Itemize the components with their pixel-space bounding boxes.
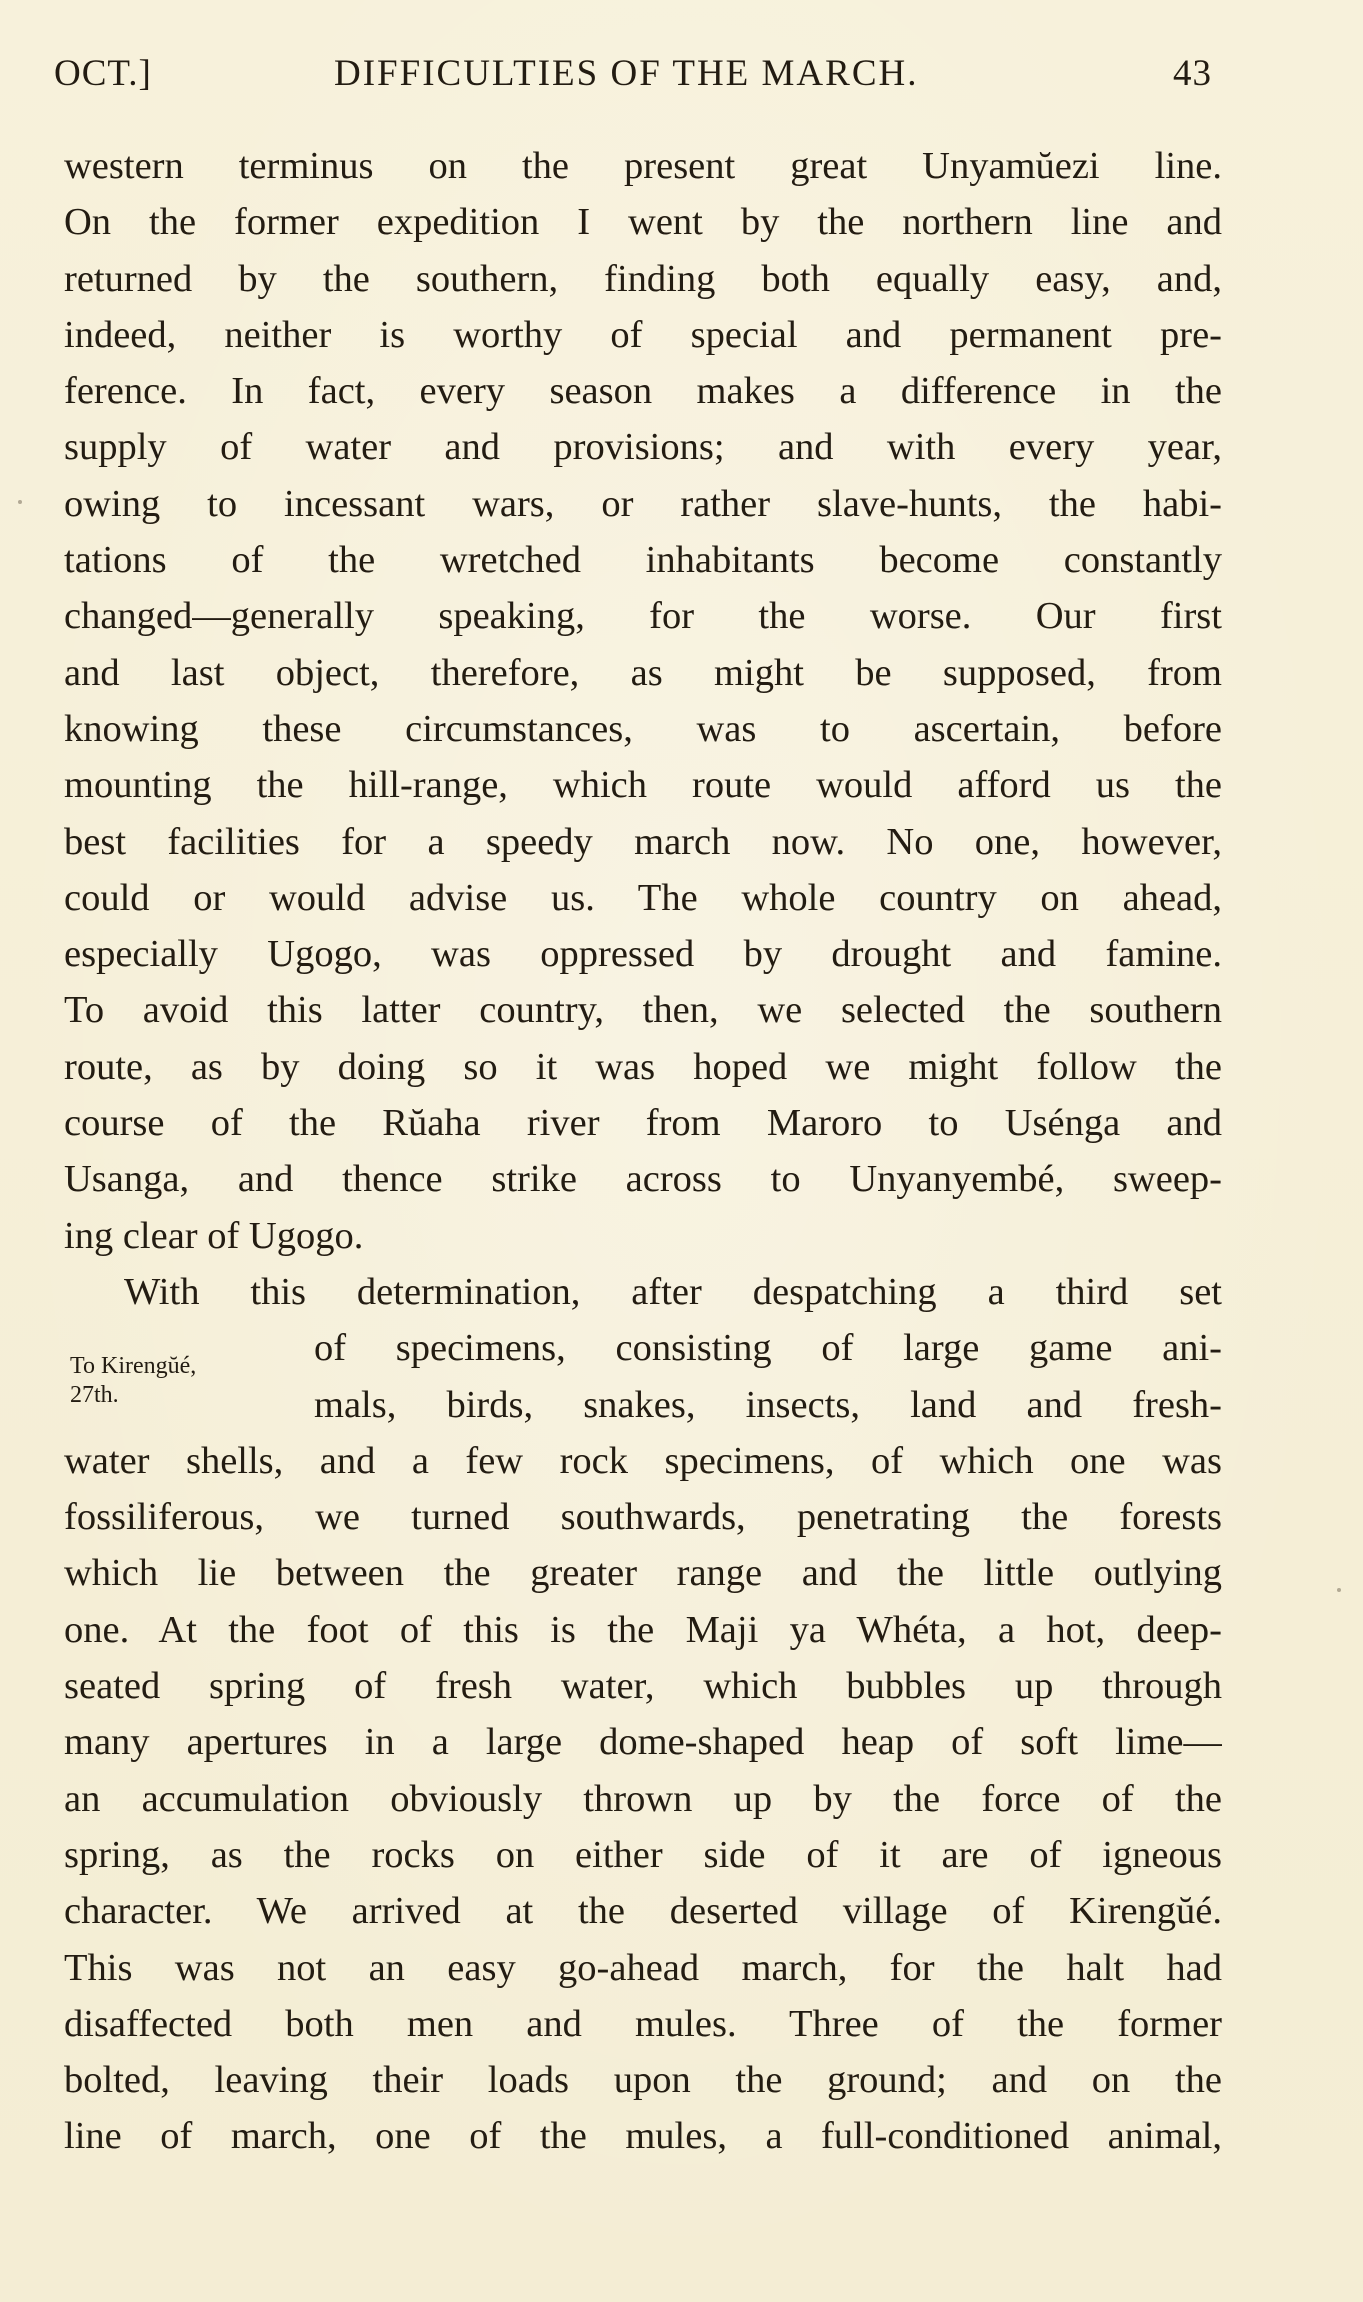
text-line: line of march, one of the mules, a full-conditioned animal,: [64, 2115, 1222, 2158]
text-line: With this determination, after despatching a third set: [124, 1270, 1222, 1313]
text-line: owing to incessant wars, or rather slave-hunts, the habi-: [64, 482, 1222, 525]
text-line: course of the Rŭaha river from Maroro to Usénga and: [64, 1102, 1222, 1145]
text-line: disaffected both men and mules. Three of the former: [64, 2002, 1222, 2045]
text-line: an accumulation obviously thrown up by the force of the: [64, 1777, 1222, 1820]
text-line: best facilities for a speedy march now. No one, however,: [64, 820, 1222, 863]
text-line: seated spring of fresh water, which bubbles up through: [64, 1665, 1222, 1708]
text-line: ing clear of Ugogo.: [64, 1214, 364, 1257]
text-line: route, as by doing so it was hoped we might follow the: [64, 1045, 1222, 1088]
text-line: returned by the southern, finding both equally easy, and,: [64, 257, 1222, 300]
marginal-note-place: To Kirengŭé,: [70, 1353, 197, 1379]
text-line: knowing these circumstances, was to ascertain, before: [64, 707, 1222, 750]
text-line: spring, as the rocks on either side of it are of igneous: [64, 1833, 1222, 1876]
text-line: To avoid this latter country, then, we selected the southern: [64, 989, 1222, 1032]
text-line: ference. In fact, every season makes a difference in the: [64, 370, 1222, 413]
page-body-text: [64, 138, 1222, 2165]
text-line: western terminus on the present great Unyamŭezi line.: [64, 145, 1222, 187]
text-line: many apertures in a large dome-shaped heap of soft lime—: [64, 1721, 1222, 1764]
text-line: indeed, neither is worthy of special and permanent pre-: [64, 313, 1222, 356]
running-header-month: OCT.]: [54, 53, 152, 94]
text-line: supply of water and provisions; and with every year,: [64, 426, 1222, 469]
text-line: Usanga, and thence strike across to Unyanyembé, sweep-: [64, 1158, 1222, 1201]
paper-speck: [18, 500, 22, 504]
text-line: changed—generally speaking, for the worse. Our first: [64, 595, 1222, 638]
text-line: character. We arrived at the deserted village of Kirengŭé.: [64, 1890, 1222, 1933]
text-line: and last object, therefore, as might be supposed, from: [64, 651, 1222, 694]
marginal-note-date: 27th.: [70, 1382, 119, 1408]
page-number: 43: [1173, 53, 1212, 94]
text-line: which lie between the greater range and the little outlying: [64, 1552, 1222, 1595]
running-header: [54, 52, 1212, 102]
text-line: fossiliferous, we turned southwards, penetrating the forests: [64, 1496, 1222, 1539]
running-header-title: DIFFICULTIES OF THE MARCH.: [334, 53, 919, 94]
text-line: could or would advise us. The whole country on ahead,: [64, 876, 1222, 919]
text-line: mounting the hill-range, which route would afford us the: [64, 764, 1222, 807]
text-line: tations of the wretched inhabitants become constantly: [64, 539, 1222, 582]
text-line: especially Ugogo, was oppressed by drought and famine.: [64, 933, 1222, 976]
text-line: This was not an easy go-ahead march, for the halt had: [64, 1946, 1222, 1989]
text-line: one. At the foot of this is the Maji ya Whéta, a hot, deep-: [64, 1608, 1222, 1651]
paper-speck: [1337, 1588, 1341, 1592]
text-line: On the former expedition I went by the northern line and: [64, 201, 1222, 244]
text-line: bolted, leaving their loads upon the ground; and on the: [64, 2059, 1222, 2102]
text-line: of specimens, consisting of large game ani-: [314, 1327, 1222, 1370]
text-line: mals, birds, snakes, insects, land and fresh-: [314, 1383, 1222, 1426]
text-line: water shells, and a few rock specimens, of which one was: [64, 1439, 1222, 1482]
